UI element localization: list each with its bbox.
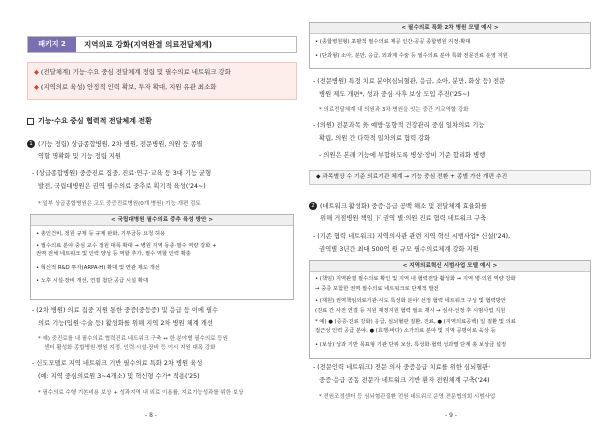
page-number-left: - 8 - bbox=[145, 412, 157, 419]
clinic-sub: - 의원은 본래 기능에 부합하도록 병상·장비 기준 합리화 병행 bbox=[319, 152, 486, 159]
number-2-icon: 2 bbox=[309, 202, 317, 210]
network-item-line-1: 2 (네트워크 활성화) 중증·응급 공백 해소 및 전달체계 효율화를 bbox=[309, 202, 487, 212]
model-example-box bbox=[309, 22, 591, 69]
specialized-hospital-line-2: (예: 지역 중심의료원 3~4개소) 및 혁신형 수가* 적용('25) bbox=[38, 373, 200, 380]
tertiary-hospital-line-2: 발전, 국립대병원은 권역 필수의료 중추로 획기적 육성('24~) bbox=[38, 183, 206, 190]
pilot-model-box bbox=[309, 260, 591, 359]
box-line: • (보상) 성과 기반 목표형 기관 단위 보상, 특성화·협력 성과별 단계 총 보상금 설정 bbox=[315, 342, 507, 348]
box-line: * 예) ● (증증·진료 강화) 응급, 심뇌혈관 질환, 진료, ● (지역의료공백) 일 질환 및 의료 bbox=[315, 319, 516, 325]
national-hospital-box bbox=[30, 214, 294, 300]
package-tag: 패키지 2 bbox=[28, 37, 76, 52]
secondary-hospital-line-2: 의료 기능(입원·수술 등) 활성화를 위해 지역 2차 병원 체계 개선 bbox=[38, 320, 213, 327]
box-line: → 중증 포함한 권역 필수의료 네트워크로 단계적 발전 bbox=[315, 286, 439, 292]
specialty-hospital-note: * 의료전달체계 내 의원과 3차 병원을 잇는 중간 거교역할 강화 bbox=[319, 107, 469, 113]
box-line: • (책임) 지역완결 필수의료 확인 및 지역 내 협력전달 활성화 → 지역 병·의원 역량 강화 bbox=[315, 276, 516, 282]
box-line: 권역 전체 네트워크 및 인력 양성 등 역할 추가, 필수 역할 인력 확충 bbox=[36, 251, 191, 257]
secondary-hospital-note-2: 센터 활성화 종합병원·병원 지정, 인력·시설·장비 등 이시 지원 대폭 강화 bbox=[44, 345, 216, 351]
summary-line-1: ◆ (전달체계) 기능·수요 중심 전달체계 정립 및 필수의료 네트워크 강화 bbox=[34, 68, 231, 76]
package-header bbox=[27, 36, 297, 53]
summary-box bbox=[27, 62, 297, 100]
network-item-line-2: 위해 거점병원 책임 下 권역 별·의원 진료 협력 네트워크 구축 bbox=[320, 215, 487, 222]
secondary-hospital-line-1: - (2차 병원) 의료 집중 지원 통한 중증(중등증) 및 응급 등 이에 필수 bbox=[32, 307, 219, 314]
section-title: 기능·수요 중심 협력적 전달체계 전환 bbox=[27, 116, 152, 126]
model-example-box-title: < 필수의료 특화 2차 병원 모델 예시 > bbox=[310, 23, 590, 34]
national-hospital-box-title: < 국립대병원 필수의료 중추 육성 방안 > bbox=[31, 215, 293, 226]
specialty-hospital-line-1: - (전문병원) 특정 치료 분야(심뇌혈관, 응급, 소아, 분만, 화상 등) 전문 bbox=[313, 78, 506, 85]
specialized-hospital-note: * 필수의료 수행 기본비용 보상 + 성과지역 내 외료 이용률, 지료기능성과를 위한 보상 bbox=[38, 390, 244, 396]
box-line: • (단과형) 소아, 분만, 응급, 외과계 수술 등 필수의료 분야 특화 전문진료 운영 지원 bbox=[315, 53, 508, 59]
box-line: • 혁신적 R&D 투자(ARPA-H) 확대 및 연관 제도 개선 bbox=[36, 265, 160, 271]
box-line: • (재원) 권역책임의료기관·시도 특성화 분야' 선정 협력 네트워크 구성 및 협력방안 bbox=[315, 298, 506, 304]
page-number-right: - 9 - bbox=[445, 412, 457, 419]
clinic-line-1: - (의원) 전문과목 外 예방·동향적 건강관리 중심 일차의료 기능 bbox=[313, 122, 485, 129]
expert-network-line-1: - (전문인력 네트워크) 전문 의사 중증응급 치료를 위한 심뇌혈관· bbox=[313, 364, 491, 371]
item-1-line-2: 역할 명확화 및 기능 정립 지원 bbox=[38, 153, 122, 160]
item-1-line-1: 1 (기능 정립) 상급종합병원, 2차 병원, 전문병원, 의원 등 종별 bbox=[27, 140, 203, 150]
expert-network-line-2: 중증·응급 공동 전문가 네트워크 기반 환자 전원체계 구축('24) bbox=[319, 377, 490, 384]
clinic-line-2: 확립, 의원 간 다학적 일차의료 협력 강화 bbox=[319, 135, 431, 142]
box-line: • 필수의료 분야 중심 교수 정원 대폭 확대 → 병원 지역 동종·필수 역량 강화 + bbox=[36, 243, 217, 249]
specialized-hospital-line-1: - 신도모델로 지역 네트워크 기반 필수의료 특화 2차 병원 육성 bbox=[32, 360, 203, 367]
secondary-hospital-note-1: * 예) 중진료를 내 필수의료 협력진료 네트워크 구축 ↔ 한 분야별 필수의료 등원 bbox=[38, 336, 228, 342]
reform-callout: ◆ 과목별상 수 기준 의료기관 체계 → 기능 중심 전환 + 종별 가산 개편 추진 bbox=[309, 170, 591, 185]
box-line: • 총인건비, 정원 규제 등 규제 완화, 기부금등 요청 허용 bbox=[36, 231, 166, 237]
diamond-icon: ◆ bbox=[34, 68, 39, 76]
pilot-model-box-title: < 지역의료혁신 시범사업 모델 예시 > bbox=[310, 261, 590, 272]
expert-network-note: * 전원조정센터 등 심뇌혈관질환 전원 네트워크 운영 전문협의회 시범사업 bbox=[319, 394, 496, 400]
box-line: 접근성 인력 공급 분야, ● (효행·바다) 소가의료 분야 및 지역 공평이로 육상 등 bbox=[315, 328, 496, 334]
diamond-icon: ◆ bbox=[34, 83, 39, 91]
package-title: 지역의료 강화(지역완결 의료전달체계) bbox=[84, 40, 212, 49]
box-line: • (종합병원형) 포괄적 필수의료 제공 인간·공공 종합병원 지정·확대 bbox=[315, 39, 471, 45]
summary-line-2: ◆ (지역의료 육성) 안정적 인력 확보, 투자 확대, 지원 유관 최소화 bbox=[34, 83, 217, 91]
specialty-hospital-line-2: 병원 제도 개편*, 성과 중심 사후 보상 도입 추진('25~) bbox=[319, 91, 470, 98]
number-1-icon: 1 bbox=[27, 140, 35, 148]
network-sub-line-1: - (기존 협력 네트워크) 지역의사관 관련 지역 혁신 시범사업* 신설('24), bbox=[313, 233, 511, 240]
square-bullet-icon bbox=[27, 118, 34, 125]
tertiary-hospital-line-1: - (상급종합병원) 중증진료 집중, 진료·연구·교육 등 3대 기능 균형 bbox=[32, 170, 212, 177]
box-line: (진료 간 사전 연결 등 지원 재정지원 협력 필요 재시 → 심사·선정 후 시범사업 지원 bbox=[315, 308, 506, 314]
tertiary-hospital-note: * 일부 상급종합병원은 고도 중증진료병원(0개 병원) 기능 개편 검토 bbox=[38, 201, 201, 207]
network-sub-line-2: 권역별 3년간 최대 500억 원 규모 필수의료체계 강화 지원 bbox=[319, 246, 479, 253]
box-line: • 노후 시설·장비 개선, 연결 첨단 공급 시설 확대 bbox=[36, 278, 149, 284]
